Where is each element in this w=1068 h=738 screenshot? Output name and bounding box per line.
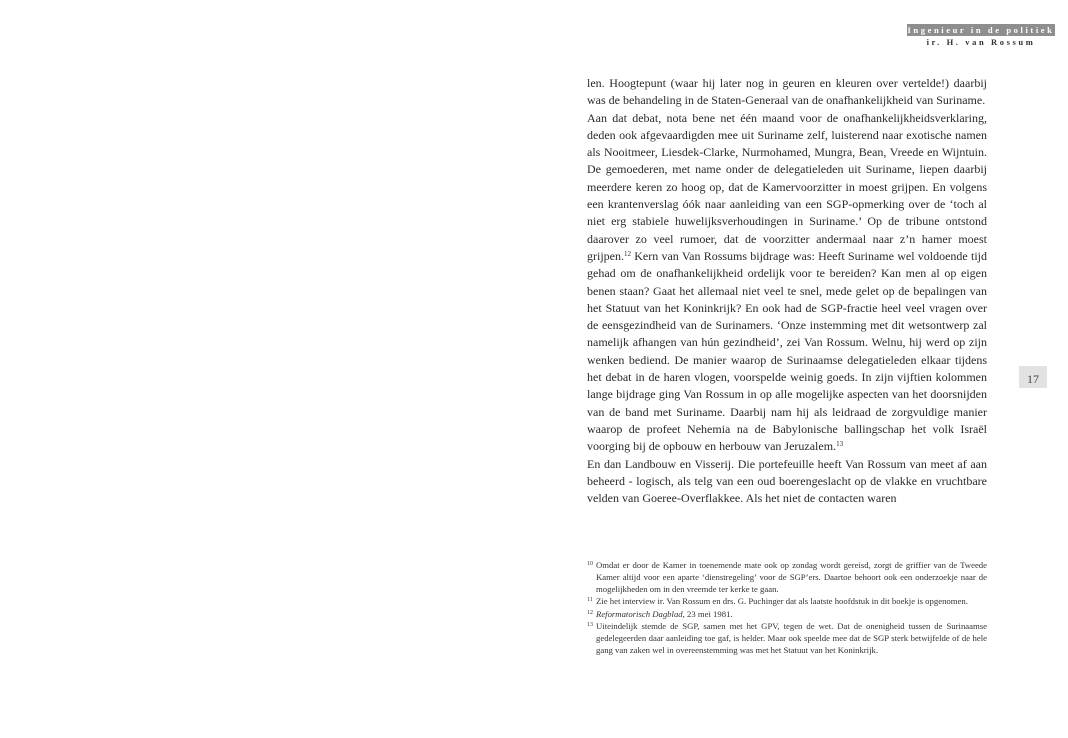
running-title: Ingenieur in de politiek xyxy=(907,25,1055,35)
footnote-number: 11 xyxy=(587,597,593,604)
footnote-10 xyxy=(587,560,987,596)
paragraph-2-part-a: Aan dat debat, nota bene net één maand voor de onafhankelijkheidsverklaring, deden ook afgevaardigden mee uit Suriname zelf, luisterend naar exotische namen als Nooitmeer, Liesdek-Clarke, Nurmohamed, Mungra, Bean, Vreede en Wijntuin. De gemoederen, met name onder de delegatieleden uit Suriname, liepen daarbij meerdere keren zo hoog op, dat de Kamervoorzitter in moest grijpen. En volgens een krantenverslag óók naar aanleiding van een SGP-opmerking over de ‘toch al niet erg stabiele huwelijksverhoudingen in Suriname.’ Op de tribune ontstond daarover zo veel rumoer, dat de voorzitter andermaal naar z’n hamer moest grijpen. xyxy=(587,110,987,263)
page-number: 17 xyxy=(1019,366,1047,388)
footnote-text: , 23 mei 1981. xyxy=(682,608,733,619)
paragraph-1: len. Hoogtepunt (waar hij later nog in geuren en kleuren over vertelde!) daarbij was de behandeling in de Staten-Generaal van de onafhankelijkheid van Suriname. xyxy=(587,76,987,108)
footnote-reference-12: 12 xyxy=(624,249,631,258)
footnote-13 xyxy=(587,621,987,657)
footnote-source-title: Reformatorisch Dagblad xyxy=(596,608,683,619)
footnote-number: 12 xyxy=(587,609,593,616)
body-text xyxy=(587,75,987,507)
footnote-reference-13: 13 xyxy=(836,440,844,449)
footnote-number: 13 xyxy=(587,622,593,629)
footnote-12 xyxy=(587,609,987,621)
footnote-text: Zie het interview ir. Van Rossum en drs. G. Puchinger dat als laatste hoofdstuk in dit boekje is opgenomen. xyxy=(596,596,968,607)
footnote-text: Omdat er door de Kamer in toenemende mate ook op zondag wordt gereisd, zorgt de griffier van de Tweede Kamer altijd voor een aparte ‘dienstregeling’ voor de SGP’ers. Daartoe behoort ook een onderzoekje naar de mogelijkheden om in den vreemde ter kerke te gaan. xyxy=(596,560,987,594)
footnotes xyxy=(587,560,987,658)
running-author: ir. H. van Rossum xyxy=(926,37,1036,47)
footnote-text: Uiteindelijk stemde de SGP, samen met het GPV, tegen de wet. Dat de onenigheid tussen de Surinaamse gedelegeerden daar aanleiding toe gaf, is helder. Maar ook speelde mee dat de SGP sterk betwijfelde of de hele gang van zaken wel in overeenstemming was met het Statuut van het Koninkrijk. xyxy=(596,621,987,656)
footnote-number: 10 xyxy=(587,561,593,567)
paragraph-3: En dan Landbouw en Visserij. Die portefeuille heeft Van Rossum van meet af aan beheerd - logisch, als telg van een oud boerengeslacht op de vlakke en vruchtbare velden van Goeree-Overflakkee. Als het niet de contacten waren xyxy=(587,456,987,506)
paragraph-2-part-b: Kern van Van Rossums bijdrage was: Heeft Suriname wel voldoende tijd gehad om de onafhankelijkheid ordelijk voor te bereiden? Kan men al op eigen benen staan? Gaat het allemaal niet veel te snel, mede gelet op de bepalingen van het Statuut van het Koninkrijk? En ook had de SGP-fractie heel veel vragen over de eensgezindheid van de Surinamers. ‘Onze instemming met dit wetsontwerp zal namelijk afhangen van hún gezindheid’, zei Van Rossum. Welnu, hij werd op zijn wenken bediend. De manier waarop de Surinaamse delegatieleden elkaar tijdens het debat in de haren vlogen, voorspelde weinig goeds. In zijn vijftien kolommen lange bijdrage ging Van Rossum in op alle mogelijke aspecten van het doorsnijden van de band met Suriname. Daarbij nam hij als leidraad de zorgvuldige manier waarop de profeet Nehemia na de Babylonische ballingschap het volk Israël voorging bij de opbouw en herbouw van Jeruzalem. xyxy=(587,248,987,454)
footnote-11 xyxy=(587,596,987,608)
paragraph-2 xyxy=(587,110,987,456)
